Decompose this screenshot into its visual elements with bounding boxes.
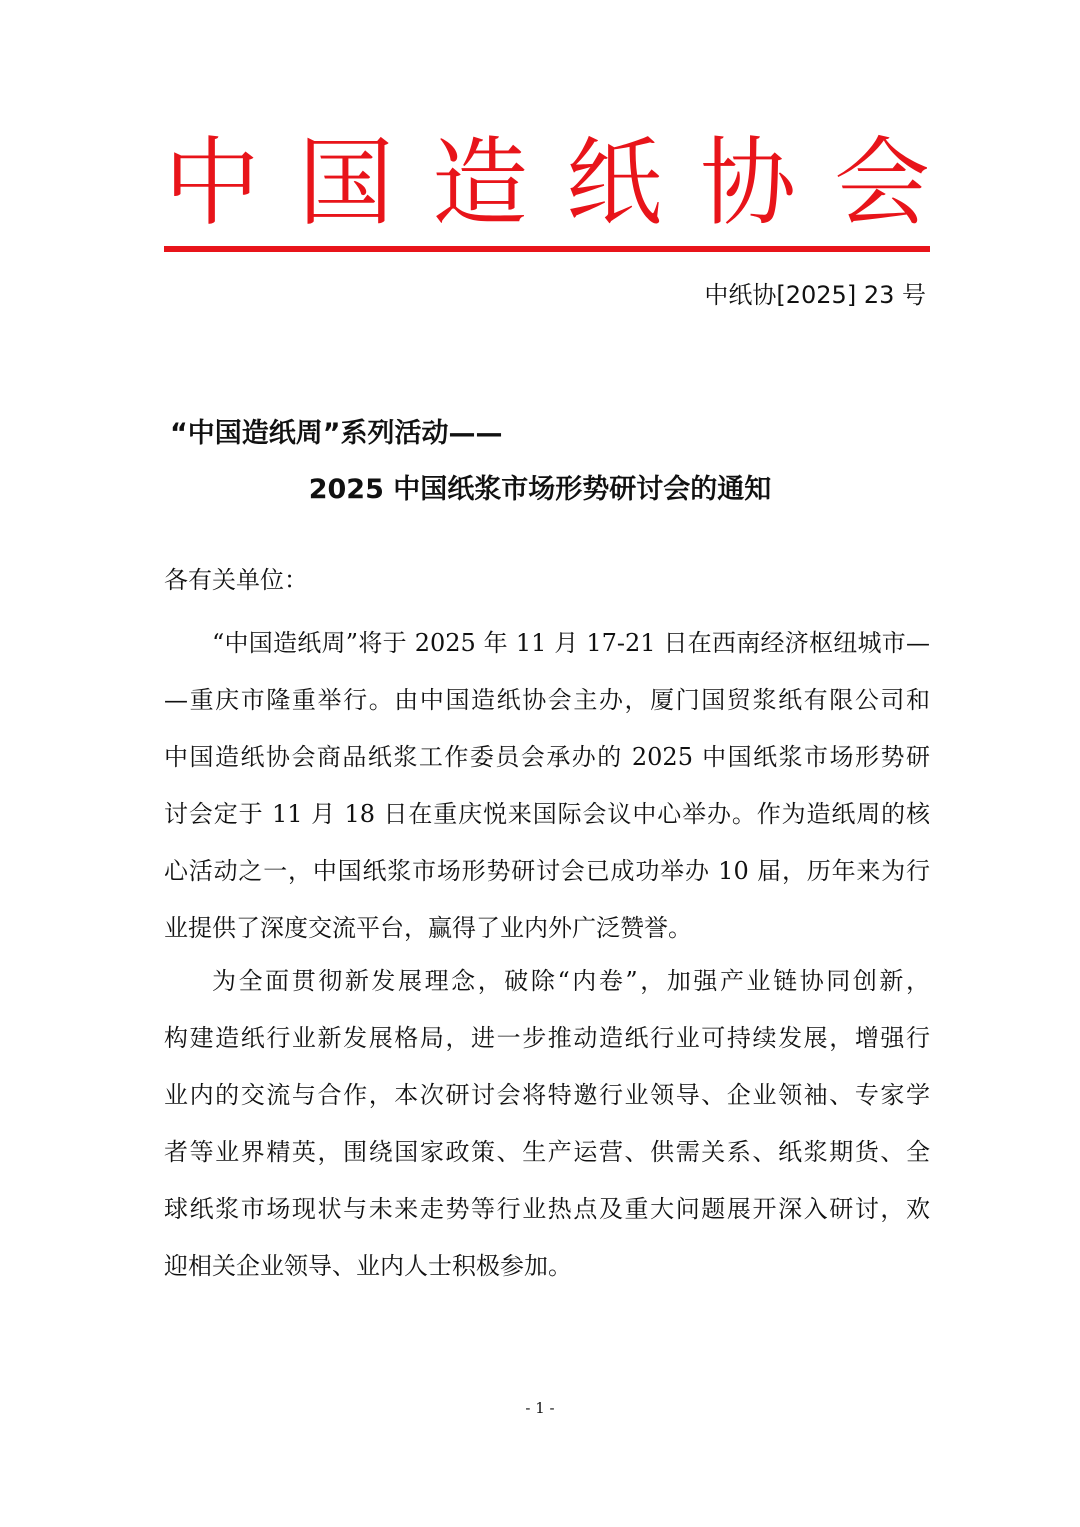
paragraph-line: 讨会定于 11 月 18 日在重庆悦来国际会议中心举办。作为造纸周的核 [164,800,930,828]
letterhead-char: 协 [700,127,796,239]
title-line-1: “中国造纸周”系列活动—— [170,418,503,449]
paragraph-line: 中国造纸协会商品纸浆工作委员会承办的 2025 中国纸浆市场形势研 [164,743,930,771]
letterhead-char: 会 [834,127,930,239]
letterhead-char: 中 [164,127,260,239]
paragraph-line: 业提供了深度交流平台，赢得了业内外广泛赞誉。 [164,914,692,942]
paragraph-1 [164,615,930,957]
paragraph-line: 业内的交流与合作，本次研讨会将特邀行业领导、企业领袖、专家学 [164,1081,930,1109]
paragraph-line: “中国造纸周”将于 2025 年 11 月 17-21 日在西南经济枢纽城市— [212,629,930,657]
letterhead-char: 国 [298,127,394,239]
letterhead [164,128,930,238]
letterhead-divider [164,246,930,252]
paragraph-line: 球纸浆市场现状与未来走势等行业热点及重大问题展开深入研讨，欢 [164,1195,930,1223]
paragraph-line: 迎相关企业领导、业内人士积极参加。 [164,1252,572,1280]
paragraph-line: —重庆市隆重举行。由中国造纸协会主办，厦门国贸浆纸有限公司和 [164,686,930,714]
letterhead-char: 造 [432,127,528,239]
paragraph-line: 者等业界精英，围绕国家政策、生产运营、供需关系、纸浆期货、全 [164,1138,930,1166]
letterhead-char: 纸 [566,127,662,239]
paragraph-2 [164,953,930,1295]
title-line-2: 2025 中国纸浆市场形势研讨会的通知 [308,474,772,505]
document-number: 中纸协[2025] 23 号 [704,281,926,309]
paragraph-line: 为全面贯彻新发展理念，破除“内卷”，加强产业链协同创新， [212,967,930,995]
paragraph-line: 心活动之一，中国纸浆市场形势研讨会已成功举办 10 届，历年来为行 [164,857,930,885]
paragraph-line: 构建造纸行业新发展格局，进一步推动造纸行业可持续发展，增强行 [164,1024,930,1052]
salutation: 各有关单位： [164,566,308,594]
page-number: - 1 - [525,1399,555,1417]
